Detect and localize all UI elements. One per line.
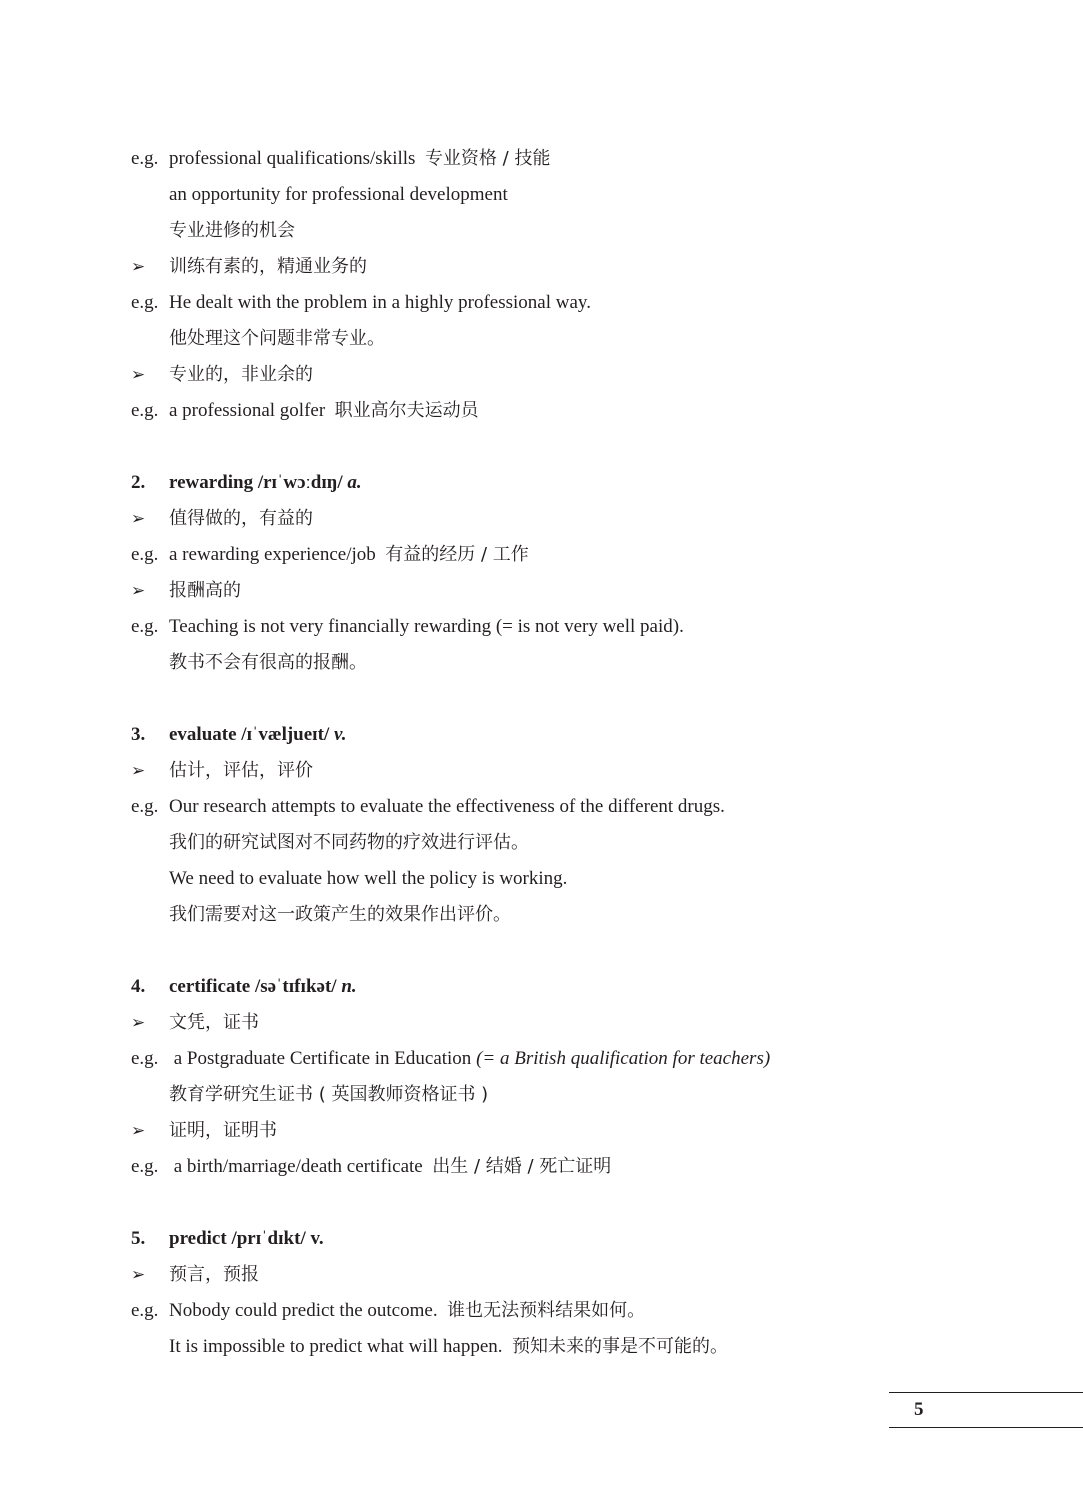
example-continuation [131, 213, 1031, 249]
example-line [131, 1041, 1031, 1077]
headword: certificate /səˈtɪfɪkət/ [169, 976, 337, 997]
example-en: Nobody could predict the outcome. [169, 1300, 438, 1321]
example-zh: 我们需要对这一政策产生的效果作出评价。 [169, 904, 511, 925]
example-continuation [131, 177, 1031, 213]
entry-number: 5. [131, 1228, 146, 1249]
entry-number: 3. [131, 724, 146, 745]
arrow-bullet-icon: ➢ [131, 257, 146, 276]
example-en: a Postgraduate Certificate in Education [169, 1048, 472, 1069]
arrow-bullet-icon: ➢ [131, 581, 146, 600]
example-zh: 有益的经历 / 工作 [385, 544, 529, 565]
example-label: e.g. [131, 148, 159, 169]
example-label: e.g. [131, 292, 159, 313]
section-gap [131, 429, 1031, 465]
sense-definition [131, 249, 1031, 285]
example-continuation [131, 825, 1031, 861]
example-continuation [131, 897, 1031, 933]
definition-zh: 文凭，证书 [169, 1012, 259, 1033]
section-gap [131, 933, 1031, 969]
example-line [131, 609, 1031, 645]
sense-definition [131, 753, 1031, 789]
headword: rewarding /rɪˈwɔːdɪŋ/ [169, 472, 343, 493]
definition-zh: 预言，预报 [169, 1264, 259, 1285]
arrow-bullet-icon: ➢ [131, 1121, 146, 1140]
sense-definition [131, 1257, 1031, 1293]
arrow-bullet-icon: ➢ [131, 1013, 146, 1032]
example-label: e.g. [131, 796, 159, 817]
example-label: e.g. [131, 400, 159, 421]
example-en: a birth/marriage/death certificate [169, 1156, 423, 1177]
example-line [131, 141, 1031, 177]
sense-definition [131, 1113, 1031, 1149]
example-zh: 职业高尔夫运动员 [334, 400, 479, 421]
example-line [131, 1293, 1031, 1329]
definition-zh: 专业的，非业余的 [169, 364, 313, 385]
example-line [131, 789, 1031, 825]
section-gap [131, 681, 1031, 717]
example-continuation [131, 861, 1031, 897]
example-en: a rewarding experience/job [169, 544, 376, 565]
example-en: Our research attempts to evaluate the effectiveness of the different drugs. [169, 796, 725, 817]
example-zh: 预知未来的事是不可能的。 [512, 1336, 729, 1357]
entry-number: 2. [131, 472, 146, 493]
example-zh: 他处理这个问题非常专业。 [169, 328, 385, 349]
section-gap [131, 1185, 1031, 1221]
vocabulary-content [131, 141, 1031, 1365]
example-line [131, 285, 1031, 321]
sense-definition [131, 501, 1031, 537]
example-en: Teaching is not very financially rewarding (= is not very well paid). [169, 616, 684, 637]
example-en: an opportunity for professional development [169, 184, 508, 205]
example-line [131, 537, 1031, 573]
example-en: professional qualifications/skills [169, 148, 416, 169]
example-zh: 专业进修的机会 [169, 220, 295, 241]
page-number-text: 5 [914, 1399, 924, 1420]
example-en: We need to evaluate how well the policy is working. [169, 868, 568, 889]
example-continuation [131, 1329, 1031, 1365]
arrow-bullet-icon: ➢ [131, 1265, 146, 1284]
part-of-speech: a. [347, 472, 362, 493]
example-gloss: (= a British qualification for teachers) [476, 1048, 771, 1069]
arrow-bullet-icon: ➢ [131, 509, 146, 528]
example-en: It is impossible to predict what will happen. [169, 1336, 503, 1357]
entry-headword [131, 717, 1031, 753]
example-label: e.g. [131, 544, 159, 565]
definition-zh: 报酬高的 [169, 580, 241, 601]
definition-zh: 训练有素的，精通业务的 [169, 256, 367, 277]
arrow-bullet-icon: ➢ [131, 761, 146, 780]
entry-number: 4. [131, 976, 146, 997]
example-zh: 教书不会有很高的报酬。 [169, 652, 367, 673]
example-label: e.g. [131, 616, 159, 637]
sense-definition [131, 573, 1031, 609]
example-en: He dealt with the problem in a highly professional way. [169, 292, 591, 313]
definition-zh: 值得做的，有益的 [169, 508, 313, 529]
entry-headword [131, 1221, 1031, 1257]
example-label: e.g. [131, 1300, 159, 1321]
arrow-bullet-icon: ➢ [131, 365, 146, 384]
example-label: e.g. [131, 1156, 159, 1177]
example-zh: 出生 / 结婚 / 死亡证明 [432, 1156, 612, 1177]
example-zh: 谁也无法预料结果如何。 [447, 1300, 646, 1321]
page-number [889, 1392, 1083, 1428]
sense-definition [131, 1005, 1031, 1041]
example-continuation [131, 1077, 1031, 1113]
example-en: a professional golfer [169, 400, 326, 421]
sense-definition [131, 357, 1031, 393]
example-line [131, 393, 1031, 429]
example-line [131, 1149, 1031, 1185]
example-continuation [131, 645, 1031, 681]
example-zh: 我们的研究试图对不同药物的疗效进行评估。 [169, 832, 529, 853]
definition-zh: 估计，评估，评价 [169, 760, 313, 781]
part-of-speech: n. [341, 976, 357, 997]
example-zh: 教育学研究生证书 ( 英国教师资格证书 ) [169, 1084, 489, 1105]
definition-zh: 证明，证明书 [169, 1120, 277, 1141]
example-continuation [131, 321, 1031, 357]
part-of-speech: v. [334, 724, 347, 745]
entry-headword [131, 465, 1031, 501]
example-label: e.g. [131, 1048, 159, 1069]
entry-headword [131, 969, 1031, 1005]
headword: evaluate /ɪˈvæljueɪt/ [169, 724, 330, 745]
headword: predict /prɪˈdɪkt/ v. [169, 1228, 324, 1249]
example-zh: 专业资格 / 技能 [424, 148, 551, 169]
